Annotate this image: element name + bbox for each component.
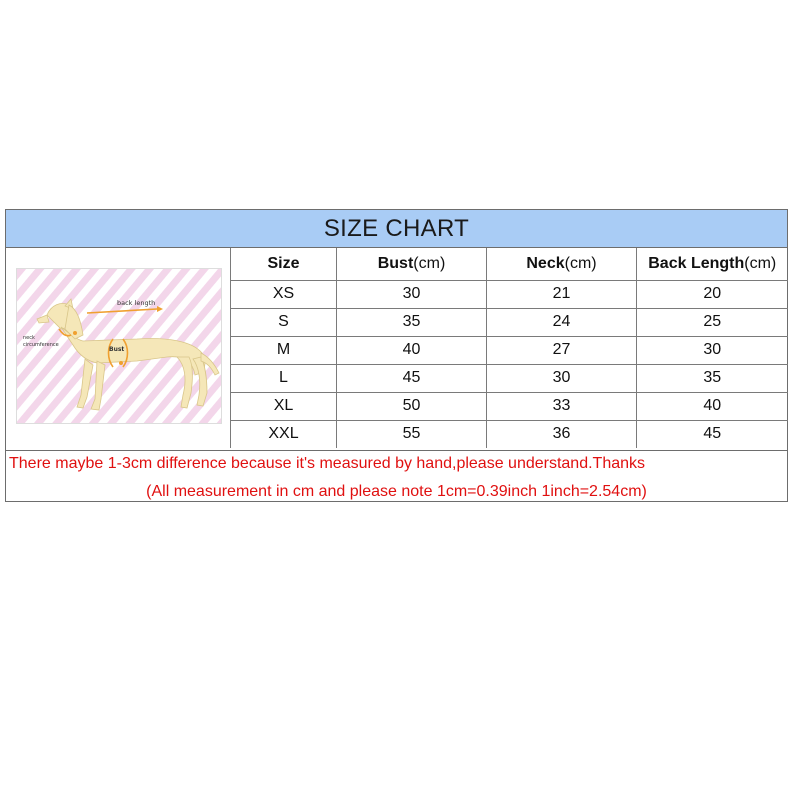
neck-cell: 30: [487, 364, 637, 392]
size-cell: M: [231, 336, 337, 364]
neck-cell: 24: [487, 308, 637, 336]
size-cell: XXL: [231, 420, 337, 448]
size-cell: S: [231, 308, 337, 336]
back-length-cell: 35: [637, 364, 788, 392]
bust-cell: 40: [337, 336, 487, 364]
bust-cell: 35: [337, 308, 487, 336]
table-row: [231, 420, 788, 448]
size-chart: [5, 209, 788, 502]
unit-conversion-note: (All measurement in cm and please note 1cm=0.39inch 1inch=2.54cm): [146, 483, 647, 500]
notes-divider: [6, 450, 787, 451]
bust-label: Bust: [109, 346, 125, 353]
circumference-label: circumference: [23, 342, 59, 348]
table-header-row: [231, 248, 788, 280]
table-row: [231, 280, 788, 308]
measurement-disclaimer: There maybe 1-3cm difference because it's measured by hand,please understand.Thanks: [9, 455, 646, 472]
size-cell: L: [231, 364, 337, 392]
table-row: [231, 364, 788, 392]
table-row: [231, 308, 788, 336]
size-chart-title: SIZE CHART: [6, 210, 787, 248]
neck-cell: 36: [487, 420, 637, 448]
back-length-cell: 30: [637, 336, 788, 364]
back-length-label: back length: [117, 299, 156, 307]
bust-cell: 50: [337, 392, 487, 420]
neck-cell: 33: [487, 392, 637, 420]
header-bust: Bust(cm): [337, 248, 487, 280]
neck-cell: 27: [487, 336, 637, 364]
back-length-cell: 25: [637, 308, 788, 336]
neck-cell: 21: [487, 280, 637, 308]
back-length-cell: 45: [637, 420, 788, 448]
table-row: [231, 392, 788, 420]
header-neck: Neck(cm): [487, 248, 637, 280]
neck-label: neck: [23, 335, 35, 341]
size-table: [230, 248, 788, 448]
back-length-cell: 40: [637, 392, 788, 420]
table-row: [231, 336, 788, 364]
size-cell: XL: [231, 392, 337, 420]
header-back-length: Back Length(cm): [637, 248, 788, 280]
dog-measurement-illustration: [16, 268, 222, 424]
bust-cell: 45: [337, 364, 487, 392]
size-cell: XS: [231, 280, 337, 308]
bust-cell: 55: [337, 420, 487, 448]
bust-cell: 30: [337, 280, 487, 308]
back-length-cell: 20: [637, 280, 788, 308]
header-size: Size: [231, 248, 337, 280]
